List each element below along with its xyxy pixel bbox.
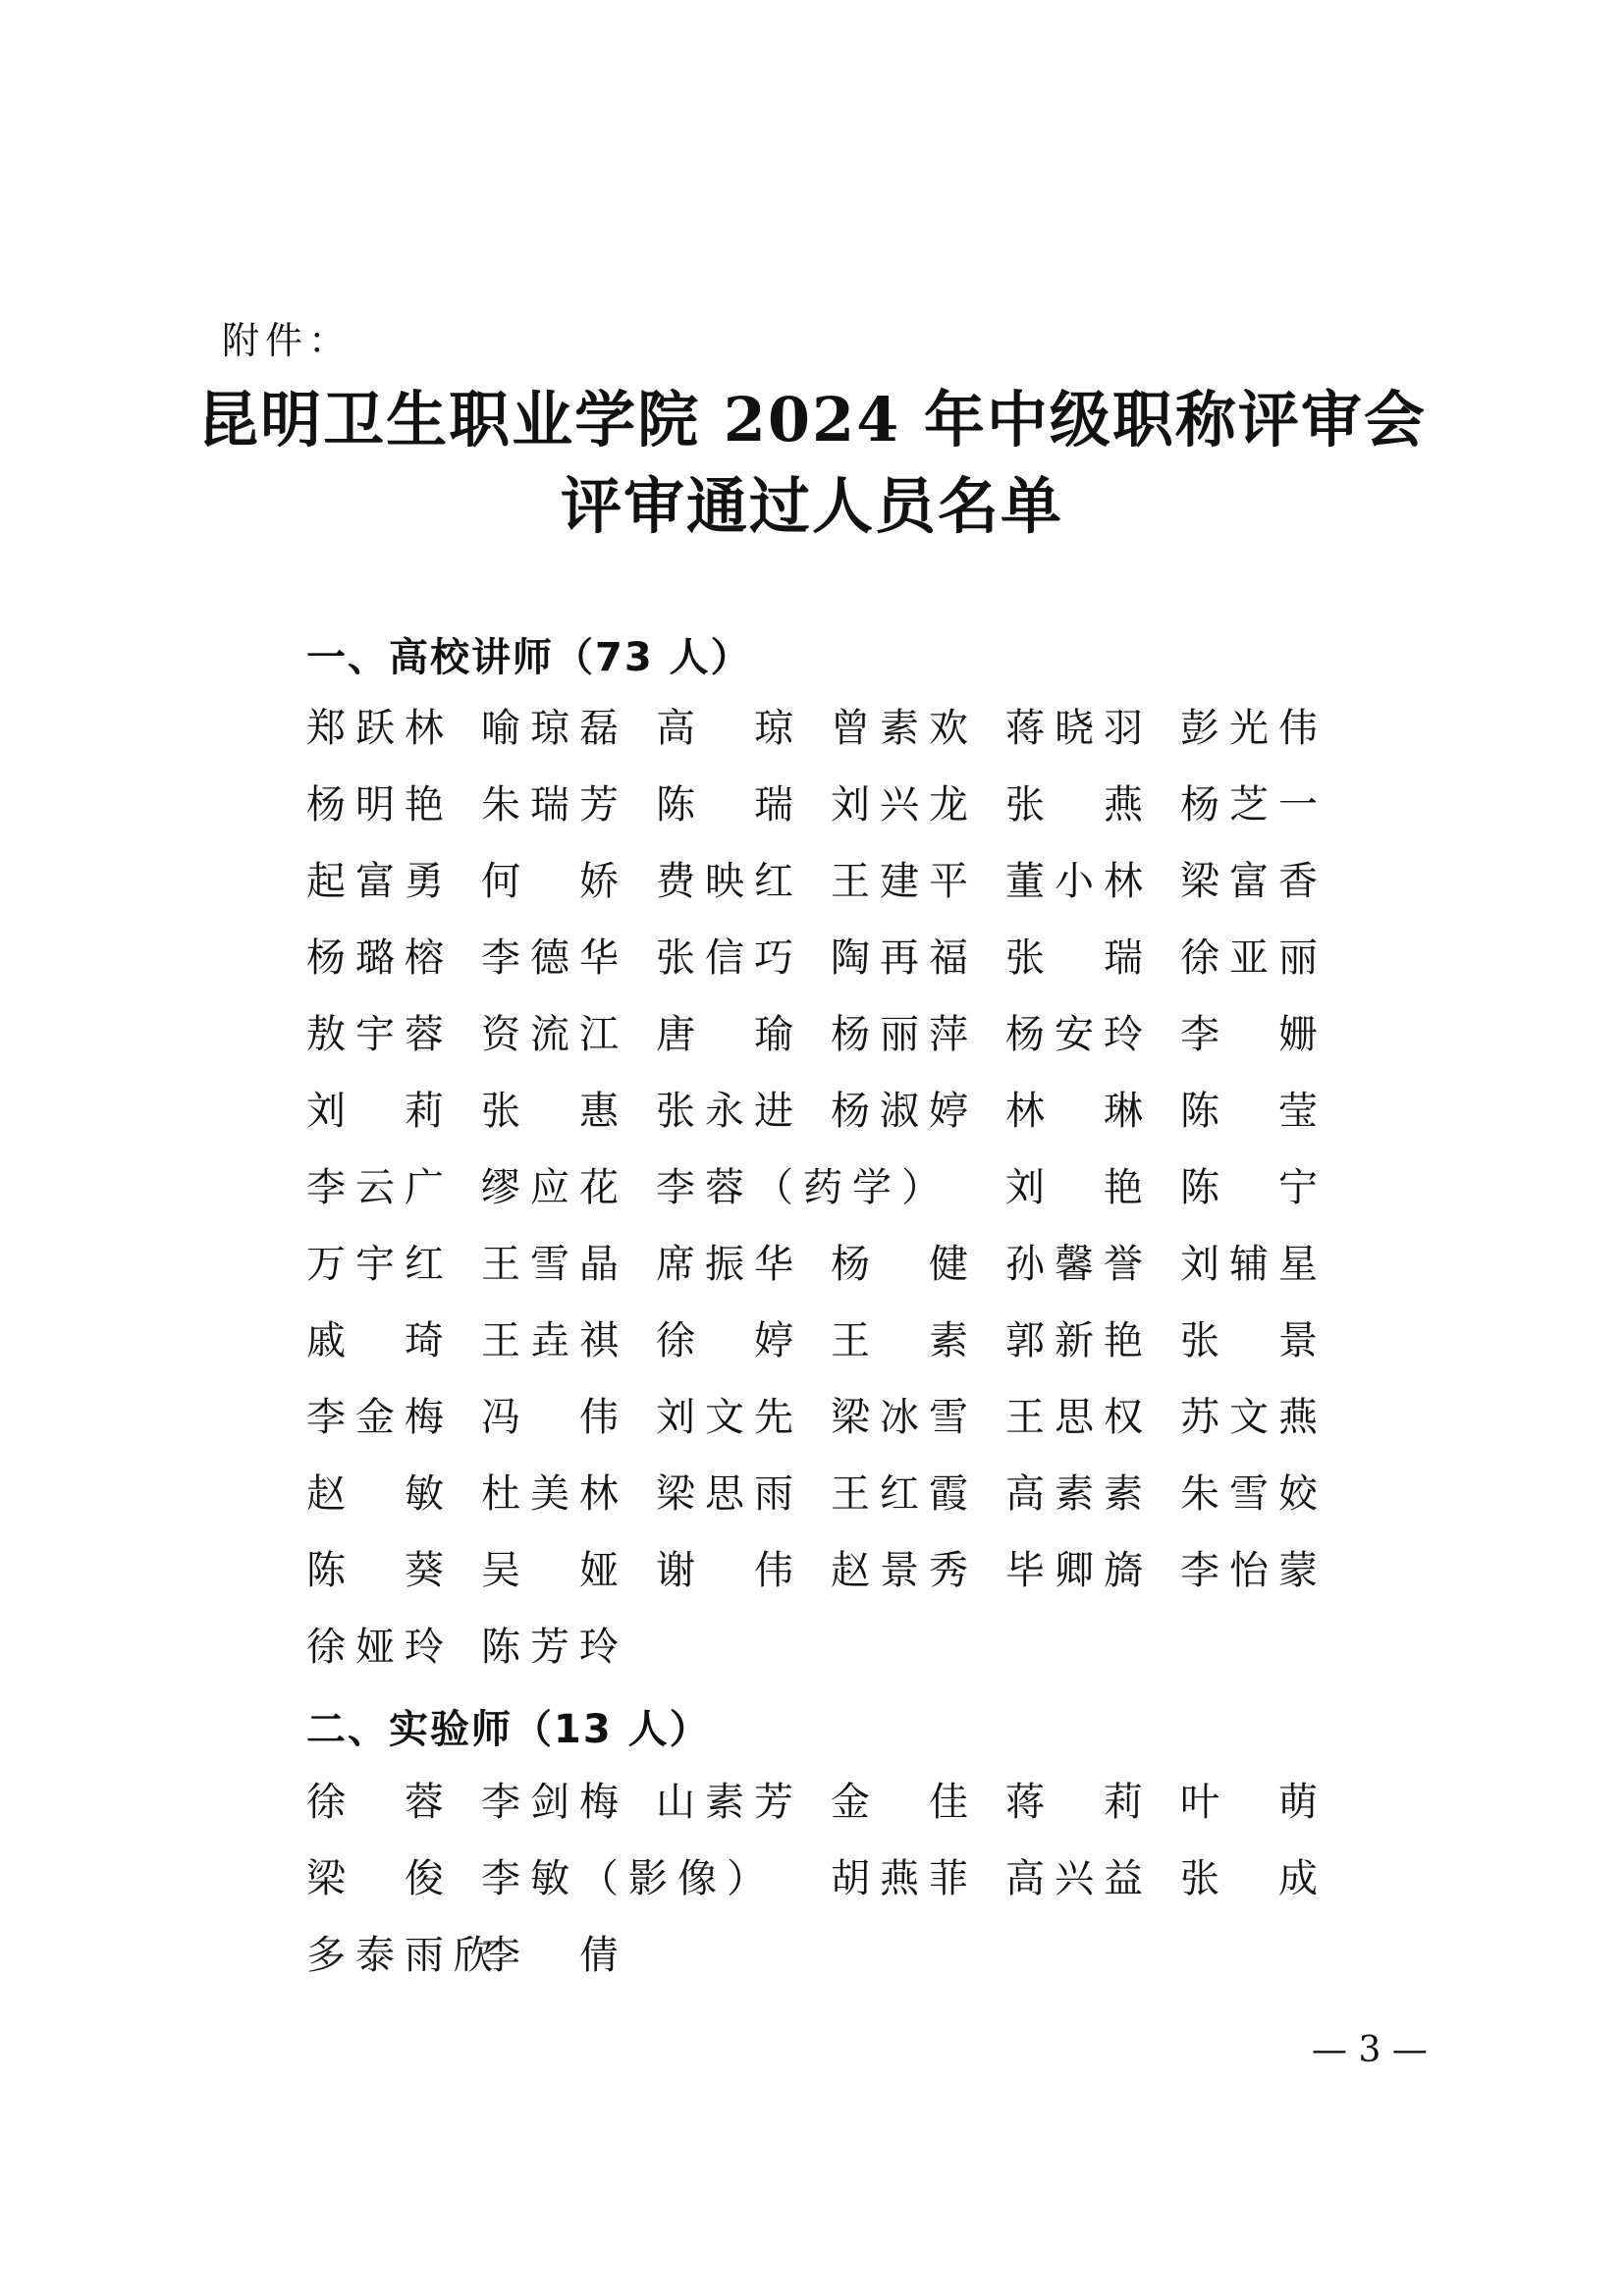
name-row [306,1849,1367,1926]
person-name: 资流江 [481,1012,628,1057]
person-name: 杨璐榕 [306,935,454,981]
name-row [306,1465,1367,1541]
person-name: 陈 宁 [1180,1165,1327,1210]
person-name: 山素芳 [656,1780,803,1825]
person-name: 高兴益 [1005,1856,1153,1901]
name-row [306,1235,1367,1311]
section-heading-lecturers: 一、高校讲师（73 人） [306,635,752,680]
person-name: 费映红 [656,859,803,904]
person-name: 朱瑞芳 [481,782,628,828]
person-name: 万宇红 [306,1242,454,1287]
person-name: 郭新艳 [1005,1318,1153,1363]
person-name: 冯 伟 [481,1395,628,1440]
name-row [306,1082,1367,1158]
person-name: 胡燕菲 [831,1856,978,1901]
name-row [306,1926,1367,2002]
person-name: 梁思雨 [656,1471,803,1517]
person-name: 多泰雨欣 [306,1933,503,1978]
person-name: 赵景秀 [831,1548,978,1593]
person-name: 郑跃林 [306,706,454,751]
person-name: 喻琼磊 [481,706,628,751]
person-name: 敖宇蓉 [306,1012,454,1057]
name-row [306,1618,1367,1694]
person-name: 王红霞 [831,1471,978,1517]
person-name: 蒋 莉 [1005,1780,1153,1825]
name-row [306,852,1367,929]
person-name: 起富勇 [306,859,454,904]
person-name: 李金梅 [306,1395,454,1440]
person-name: 林 琳 [1005,1089,1153,1134]
person-name: 戚 琦 [306,1318,454,1363]
person-name: 赵 敏 [306,1471,454,1517]
person-name: 李剑梅 [481,1780,628,1825]
document-title-line2: 评审通过人员名单 [560,470,1063,542]
person-name: 张 瑞 [1005,935,1153,981]
person-name: 徐 蓉 [306,1780,454,1825]
person-name: 王建平 [831,859,978,904]
name-row [306,1541,1367,1618]
person-name: 李敏（影像） [481,1856,776,1901]
person-name: 高素素 [1005,1471,1153,1517]
person-name: 徐亚丽 [1180,935,1327,981]
person-name: 李 姗 [1180,1012,1327,1057]
name-list-lecturers [306,699,1367,1694]
person-name: 徐 婷 [656,1318,803,1363]
person-name: 杨明艳 [306,782,454,828]
person-name: 谢 伟 [656,1548,803,1593]
section-heading-lab-technicians: 二、实验师（13 人） [306,1707,711,1752]
person-name: 彭光伟 [1180,706,1327,751]
person-name: 陈 葵 [306,1548,454,1593]
person-name: 杨芝一 [1180,782,1327,828]
person-name: 王思权 [1005,1395,1153,1440]
person-name: 王 素 [831,1318,978,1363]
person-name: 叶 萌 [1180,1780,1327,1825]
person-name: 刘辅星 [1180,1242,1327,1287]
document-title-line1: 昆明卫生职业学院 2024 年中级职称评审会 [197,384,1427,455]
person-name: 刘 莉 [306,1089,454,1134]
person-name: 张永进 [656,1089,803,1134]
person-name: 刘 艳 [1005,1165,1153,1210]
person-name: 梁 俊 [306,1856,454,1901]
person-name: 杨丽萍 [831,1012,978,1057]
person-name: 杨淑婷 [831,1089,978,1134]
person-name: 徐娅玲 [306,1625,454,1670]
person-name: 王雪晶 [481,1242,628,1287]
person-name: 张 燕 [1005,782,1153,828]
name-row [306,1388,1367,1465]
attachment-label: 附件： [222,319,352,362]
name-row [306,1158,1367,1235]
person-name: 陈 莹 [1180,1089,1327,1134]
person-name: 朱雪姣 [1180,1471,1327,1517]
person-name: 何 娇 [481,859,628,904]
name-row [306,1773,1367,1849]
person-name: 陈芳玲 [481,1625,628,1670]
person-name: 苏文燕 [1180,1395,1327,1440]
person-name: 李 倩 [481,1933,628,1978]
person-name: 陶再福 [831,935,978,981]
person-name: 蒋晓羽 [1005,706,1153,751]
person-name: 曾素欢 [831,706,978,751]
name-row [306,699,1367,775]
person-name: 吴 娅 [481,1548,628,1593]
person-name: 梁富香 [1180,859,1327,904]
name-row [306,775,1367,852]
person-name: 毕卿旖 [1005,1548,1153,1593]
person-name: 孙馨誉 [1005,1242,1153,1287]
person-name: 张 惠 [481,1089,628,1134]
name-list-lab-technicians [306,1773,1367,2002]
person-name: 陈 瑞 [656,782,803,828]
person-name: 杜美林 [481,1471,628,1517]
name-row [306,1005,1367,1082]
page-number: — 3 — [1312,2030,1428,2070]
person-name: 刘兴龙 [831,782,978,828]
person-name: 张 成 [1180,1856,1327,1901]
person-name: 唐 瑜 [656,1012,803,1057]
person-name: 缪应花 [481,1165,628,1210]
person-name: 董小林 [1005,859,1153,904]
person-name: 张 景 [1180,1318,1327,1363]
person-name: 席振华 [656,1242,803,1287]
person-name: 刘文先 [656,1395,803,1440]
person-name: 杨 健 [831,1242,978,1287]
person-name: 金 佳 [831,1780,978,1825]
person-name: 李怡蒙 [1180,1548,1327,1593]
person-name: 张信巧 [656,935,803,981]
name-row [306,1311,1367,1388]
person-name: 梁冰雪 [831,1395,978,1440]
person-name: 高 琼 [656,706,803,751]
person-name: 杨安玲 [1005,1012,1153,1057]
person-name: 李蓉（药学） [656,1165,950,1210]
name-row [306,929,1367,1005]
person-name: 李德华 [481,935,628,981]
person-name: 王垚祺 [481,1318,628,1363]
person-name: 李云广 [306,1165,454,1210]
